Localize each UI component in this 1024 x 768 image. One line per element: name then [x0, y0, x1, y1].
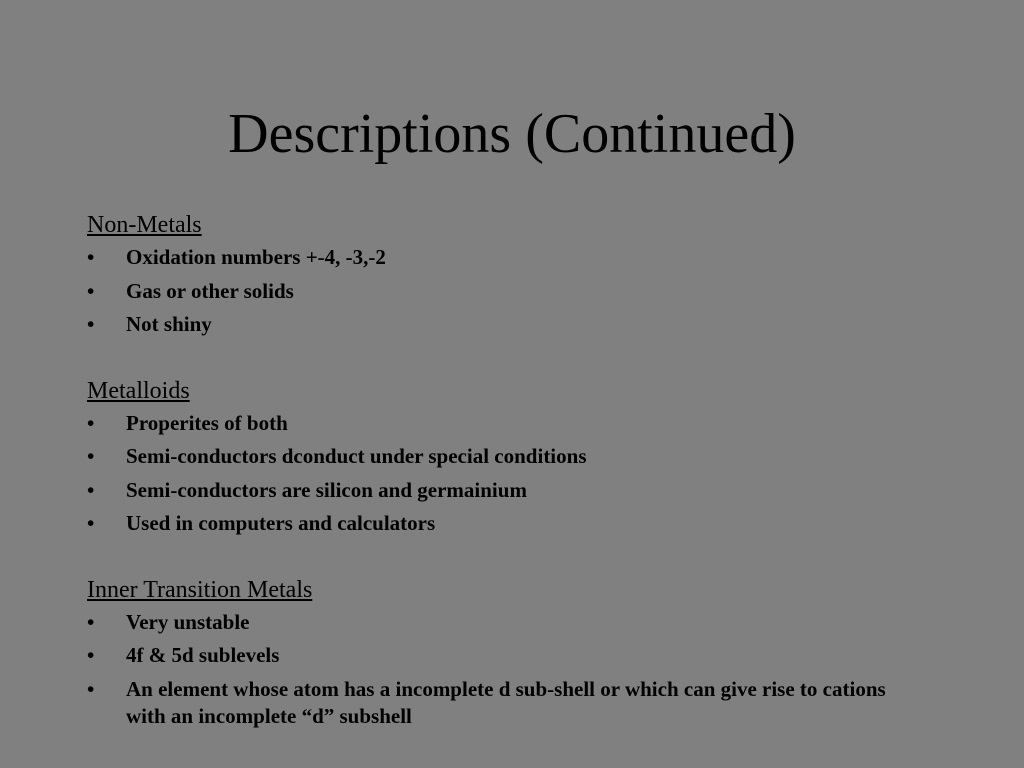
list-item-text: Gas or other solids — [126, 278, 294, 303]
list-item-text: An element whose atom has a incomplete d sub-shell or which can give rise to cations with an incomplete “d” subshell — [126, 676, 886, 728]
list-item-text: 4f & 5d sublevels — [126, 643, 280, 667]
list-item — [87, 443, 927, 470]
list-item — [87, 676, 927, 730]
section-heading: Inner Transition Metals — [87, 576, 313, 603]
bullet-icon: • — [87, 245, 95, 269]
section-non-metals — [87, 208, 927, 338]
list-item-text: Properites of both — [126, 410, 288, 435]
bullet-icon: • — [87, 410, 95, 435]
list-item — [87, 477, 927, 504]
list-item-text: Oxidation numbers +-4, -3,-2 — [126, 245, 386, 269]
list-item-text: Semi-conductors dconduct under special conditions — [126, 444, 587, 468]
section-metalloids — [87, 374, 927, 538]
list-item — [87, 642, 927, 669]
section-heading: Non-Metals — [87, 212, 202, 238]
bullet-icon: • — [87, 477, 95, 502]
bullet-icon: • — [87, 609, 95, 634]
bullet-list — [87, 410, 927, 538]
list-item-text: Used in computers and calculators — [126, 511, 436, 535]
list-item-text: Very unstable — [126, 609, 250, 634]
list-item — [87, 410, 927, 437]
bullet-list — [87, 244, 927, 338]
list-item — [87, 278, 927, 305]
bullet-icon: • — [87, 511, 95, 535]
bullet-icon: • — [87, 676, 95, 701]
slide-title: Descriptions (Continued) — [228, 103, 796, 165]
list-item-text: Not shiny — [126, 312, 212, 336]
list-item — [87, 609, 927, 636]
bullet-icon: • — [87, 312, 95, 336]
section-heading: Metalloids — [87, 377, 190, 404]
list-item-text: Semi-conductors are silicon and germainium — [126, 477, 527, 502]
list-item — [87, 510, 927, 537]
list-item — [87, 244, 927, 271]
section-spacer — [87, 345, 927, 374]
section-spacer — [87, 544, 927, 573]
bullet-icon: • — [87, 278, 95, 303]
list-item — [87, 311, 927, 338]
bullet-icon: • — [87, 643, 95, 667]
section-inner-transition-metals — [87, 573, 927, 730]
bullet-icon: • — [87, 444, 95, 468]
bullet-list — [87, 609, 927, 730]
slide-body — [87, 208, 927, 736]
